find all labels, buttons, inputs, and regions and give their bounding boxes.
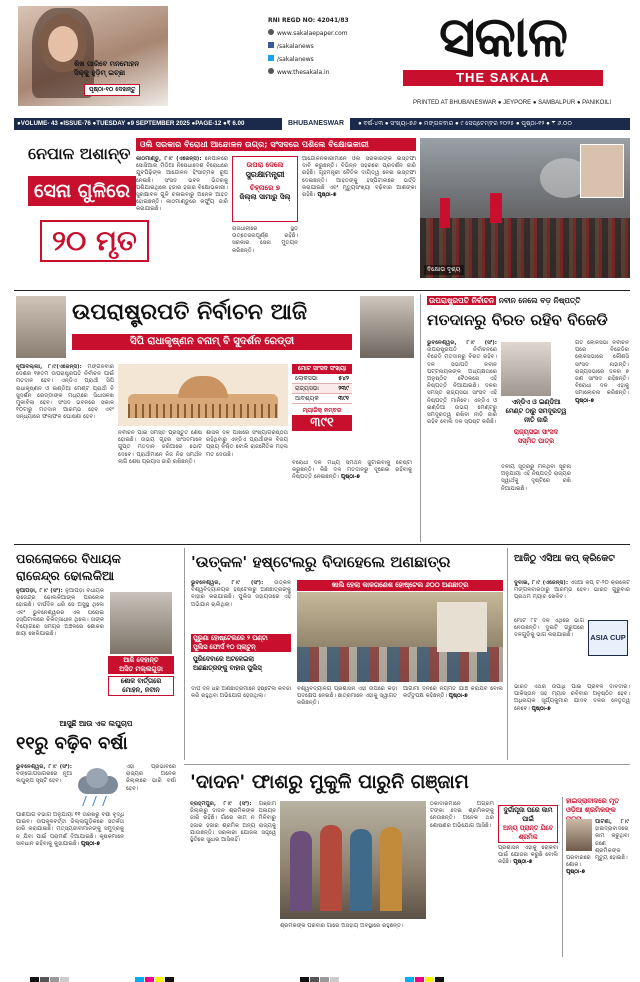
printed-at: PRINTED AT BHUBANESWAR ● JEYPORE ● SAMBALPUR ● PANIKOILI (412, 100, 612, 106)
rain-continued[interactable]: ପୃଷ୍ଠା-୭ (80, 840, 100, 847)
hostel-body-4: ଆଗାମୀ ଦିନରେ ନିୟମିତ ଯାଞ୍ଚ କରାଯିବ ବୋଲି କର୍ତ୍ତୃପକ୍ଷ କହିଛନ୍ତି। ପୃଷ୍ଠା-୭ (403, 686, 503, 700)
divider (14, 290, 630, 291)
vp-stats-value: ୨୩୯ (338, 385, 349, 392)
reddy-photo (360, 296, 414, 358)
worker-photo (566, 819, 592, 851)
print-registration-strip (30, 968, 630, 976)
rain-body-2: ଏହା ପ୍ରଭାବରେ ରାଜ୍ୟର ଅନେକ ଜିଲ୍ଲାରେ ଭାରି ବର୍ଷା ହେବ। (126, 764, 176, 792)
mla-headline: ପରଲୋକରେ ବିଧାୟକ ରାଜେନ୍ଦ୍ର ଢୋଲକିଆ (16, 551, 121, 583)
bjd-story (420, 294, 630, 542)
nepal-headline: ସେନା ଗୁଳିରେ (28, 176, 136, 206)
nepal-body-1: କାଠମାଣ୍ଡୁ, ୮।୯ (ଏଜେନ୍ସି): ନେପାଳରେ ସୋସିଆଲ ମିଡିଆ ନିଷେଧାଦେଶ ବିରୋଧରେ ଯୁବପିଢ଼ିଙ୍କ ଆନ୍ଦୋଳନ ହିଂସାତ୍ମକ ରୂପ ନେଇଛି। ସଂସଦ ଭବନ ଭିତରକୁ ପଶିଯାଇଥିଲେ ହଜାର ହଜାର ବିକ୍ଷୋଭକାରୀ। ସୁରକ୍ଷାବଳ ଗୁଳି ଚଳାଇବାରୁ ଅନେକ ଆହତ ହୋଇଛନ୍ତି। କାଠମାଣ୍ଡୁରେ କର୍ଫ୍ୟୁ ଜାରି କରାଯାଇଛି। (136, 156, 228, 213)
vp-stats-row (292, 394, 352, 404)
radhakrishnan-photo (16, 296, 66, 358)
nepal-body-2: ରାଜଧାନୀରେ ସ୍ଥିତି ଉତ୍ତେଜନାପୂର୍ଣ୍ଣ ରହିଛି। ସରକାର ସେନା ମୁତୟନ କରିଛନ୍ତି। (232, 226, 298, 254)
vp-subhead: ସିପି ରାଧାକୃଷ୍ଣନ ବନାମ୍ ବି ସୁଦର୍ଶନ ରେଡ୍ଡୀ (72, 334, 352, 350)
promo-page-ref[interactable]: ପୃଷ୍ଠା-୧୦ ଦେଖନ୍ତୁ (84, 84, 140, 96)
promo-line-1: ଶିଖ ପାରିବେ ମନମୋହନ (74, 60, 140, 68)
worker-continued[interactable]: ପୃଷ୍ଠା-୭ (566, 869, 586, 876)
hostel-story (184, 548, 508, 760)
vp-continued[interactable]: ପୃଷ୍ଠା-୭ (340, 474, 360, 481)
asia-cup-story (512, 548, 630, 760)
asia-headline: ଆଜିଠୁ ଏସିଆ କପ୍ କ୍ରିକେଟ (514, 553, 615, 564)
asia-body-3: ଭାରତ ଏଥର ଉପାଧି ପାଇଁ ପ୍ରବଳ ଦାବିଦାର। ପାକିସ୍ତାନ ସହ ମ୍ୟାଚ ରବିବାର ଅନୁଷ୍ଠିତ ହେବ। ଅଧିନାୟକ ସୂର୍ଯ୍ୟକୁମାର ଯାଦବ ଦଳର ନେତୃତ୍ୱ ନେବେ। ପୃଷ୍ଠା-୭ (514, 684, 630, 712)
rni-number: RNI REGD NO: 42041/83 (268, 17, 349, 24)
odia-date: ● ବର୍ଷ-୪୩ ● ସଂଖ୍ୟା-୭୬ ● ମଙ୍ଗଳବାର ● ୯ ସେପ୍ଟେମ୍ବର ୨୦୨୫ ● ପୃଷ୍ଠା-୧୨ ● ₹ ୬.୦୦ (358, 120, 572, 127)
mla-box: ଆଜି ଦେହାନ୍ତ ଅସିତ ମଲ୍ଲଗୁଡ଼ା ଶୋକ ବାର୍ତ୍ତାରେ ମୋହନ, ନବୀନ (108, 656, 174, 696)
bjd-kicker: ଉପରାଷ୍ଟ୍ରପତି ନିର୍ବାଚନ ନବୀନ ନେଲେ ବଡ଼ ନିଷ୍ପତ୍ତି (429, 296, 581, 305)
vp-body-2: ନିର୍ବାଚନ ପାଇଁ ସମସ୍ତ ପ୍ରସ୍ତୁତି ଶେଷ ହୋଇଛି। ଉଭୟ ଗୃହର ସାଂସଦମାନେ ଗୁପ୍ତ ମତଦାନ ଜରିଆରେ ଭୋଟ ଦେବେ। ପ୍ରାର୍ଥୀମାନେ ନିଜ ନିଜ ସମର୍ଥନ ଲାଗି ଶେଷ ପ୍ରୟାସ ଜାରି ରଖିଛନ୍ତି। (118, 430, 202, 465)
rain-kicker: ଆସୁଛି ଆଉ ଏକ ଲଘୁଚାପ (16, 718, 176, 730)
dadan-body-2: ଶ୍ରମିକଙ୍କ ପରିବାର ଗାଁରେ ଅସହାୟ ଅବସ୍ଥାରେ ରହୁଛନ୍ତି। (280, 923, 404, 929)
nepal-info-box: ଉପରା ଦେଲେ ସୁରକ୍ଷାମନ୍ତ୍ରୀ ଚିହ୍ନାରେ ୭ ଜିଲ୍ଲା ସାମାରୁ ସିଲ୍ (232, 156, 298, 222)
bjd-body-2: ଦଳୀୟ ସୂତ୍ରରୁ ମିଳିଥିବା ସୂଚନା ଅନୁଯାୟୀ ଏହି ନିଷ୍ପତ୍ତି ରାଜ୍ୟର ସ୍ୱାର୍ଥକୁ ଦୃଷ୍ଟିରେ ରଖି ନିଆଯାଇଛି। (501, 464, 571, 492)
globe-icon (268, 29, 274, 35)
bjd-headline: ମତଦାନରୁ ବିରତ ରହିବ ବିଜେଡି (427, 311, 608, 329)
bjd-continued[interactable]: ପୃଷ୍ଠା-୭ (575, 397, 595, 404)
dadan-story (184, 764, 630, 962)
nepal-story (14, 134, 630, 284)
rain-body-1: ଭୁବନେଶ୍ୱର, ୮।୯ (ସଂ): ବଙ୍ଗୋପସାଗରରେ ନୂଆ ଲଘୁଚାପ ସୃଷ୍ଟି ହେବ। (16, 764, 72, 785)
rain-headline: ୧୧ରୁ ବଢ଼ିବ ବର୍ଷା (16, 733, 128, 754)
vp-stats-row (292, 384, 352, 394)
vp-stats-key: ରାଜ୍ୟସଭା (295, 385, 319, 392)
hostel-box: ପୁରୁଣା ହୋଷ୍ଟେଲରେ ୨ ଘଣ୍ଟା ପୁଲିସ ଫୋର୍ସ ୧୦ ପ୍ଲାଟୁନ୍ ପୁରିଦେବାରେ ଅଟକେଇଲା ଅଣଛାତ୍ରଙ୍କୁ ବାହାର ପୁଲିସ୍ (191, 634, 291, 673)
nepal-continued[interactable]: ପୃଷ୍ଠା-୭ (317, 192, 337, 199)
logo-odia: ସକାଳ (438, 5, 568, 70)
nepal-body-3: ଆନ୍ଦୋଳନକାରୀମାନେ ଓଲି ସରକାରଙ୍କ ଇସ୍ତଫା ଦାବି କରୁଛନ୍ତି। ବିଭିନ୍ନ ସହରରେ ପ୍ରଦର୍ଶନ ଜାରି ରହିଛି। ଗୃହମନ୍ତ୍ରୀ ନୈତିକ ଦାୟିତ୍ୱ ନେଇ ଇସ୍ତଫା ଦେଇଛନ୍ତି। ଆହତଙ୍କୁ ହସ୍ପିଟାଲରେ ଭର୍ତ୍ତି କରାଯାଇଛି ଏବଂ ମୃତ୍ୟୁସଂଖ୍ୟା ବଢ଼ିବାର ଆଶଙ୍କା ରହିଛି। ପୃଷ୍ଠା-୭ (302, 156, 416, 199)
promo-text (74, 60, 170, 78)
mla-photo (110, 592, 172, 654)
worker-body-2: ପରିବାରରେ ଶୋକ। ପୃଷ୍ଠା-୭ (566, 855, 591, 876)
vp-stats-row (292, 374, 352, 384)
dadan-headline: 'ଦାଦନ' ଫାଶରୁ ମୁକୁଳି ପାରୁନି ଗଞ୍ଜାମ (190, 771, 469, 793)
rain-story (14, 716, 178, 962)
dadan-continued[interactable]: ପୃଷ୍ଠା-୭ (513, 859, 533, 866)
edition-city: BHUBANESWAR (282, 118, 350, 130)
naveen-photo (501, 342, 551, 396)
mla-body: ନୁଆପଡ଼ା, ୮।୯ (ସଂ): ନୁଆପଡ଼ା ବିଧାୟକ ରାଜେନ୍ଦ୍ର ଢୋଲକିଆଙ୍କ ପରଲୋକ ହୋଇଛି। ଦୀର୍ଘଦିନ ଧରି ସେ ଅସୁସ୍ଥ ଥିଲେ ଏବଂ ଭୁବନେଶ୍ୱରର ଏକ ଘରୋଇ ହସ୍ପିଟାଲରେ ଚିକିତ୍ସାଧୀନ ଥିଲେ। ତାଙ୍କ ବିୟୋଗରେ ସମଗ୍ର ଅଞ୍ଚଳରେ ଶୋକର ଛାୟା ଖେଳିଯାଇଛି। (16, 588, 104, 638)
hostel-body-3: ବିଶ୍ୱବିଦ୍ୟାଳୟ ପ୍ରଶାସନ ଏହା ଉପରେ କଡ଼ା ପଦକ୍ଷେପ ନେଇଛି। ଛାତ୍ରମାନେ ଏହାକୁ ସ୍ୱାଗତ କରିଛନ୍ତି। (297, 686, 397, 707)
asia-cup-logo: ASIA CUP (588, 620, 628, 656)
dateline-strip (14, 118, 630, 130)
worker-body: ପାଟଣା, ୮।୯ ହାଇଦ୍ରାବାଦରେ କାମ କରୁଥିବା ଜଣେ ଶ୍ରମିକଙ୍କ ମୃତ୍ୟୁ ହୋଇଛି। (595, 819, 629, 862)
masthead (0, 0, 640, 118)
link-facebook[interactable]: /sakalanews (268, 40, 388, 53)
vp-stats-key: ଆବଶ୍ୟକ (295, 395, 319, 402)
logo (380, 6, 626, 90)
vp-body-1: ନୂଆଦିଲ୍ଲୀ, ୮।୯(ଏଜେନ୍ସି): ମଙ୍ଗଳବାର ଦେଶର ୧୭ତମ ଉପରାଷ୍ଟ୍ରପତି ନିର୍ବାଚନ ପାଇଁ ମତଦାନ ହେବ। ଏନ୍‌ଡିଏ ପ୍ରାର୍ଥୀ ସିପି ରାଧାକୃଷ୍ଣନ ଓ ଇଣ୍ଡିଆ ମେଣ୍ଟ ପ୍ରାର୍ଥୀ ବି ସୁଦର୍ଶନ ରେଡ୍ଡୀଙ୍କ ମଧ୍ୟରେ ସିଧାସଳଖ ମୁକାବିଲା ହେବ। ସଂସଦ ଭବନରେ ସକାଳ ୧୦ଟାରୁ ମତଦାନ ଆରମ୍ଭ ହେବ ଏବଂ ସନ୍ଧ୍ୟାରେ ଫଳାଫଳ ଘୋଷଣା ହେବ। (16, 364, 114, 421)
twitter-icon (268, 55, 274, 61)
rain-body-3: ପାଣିପାଗ ବିଭାଗ ଅନୁଯାୟୀ ୧୧ ତାରିଖରୁ ବର୍ଷା ବୃଦ୍ଧି ପାଇବ। ଉପକୂଳବର୍ତ୍ତୀ ଜିଲ୍ଲାଗୁଡ଼ିକରେ ସତର୍କତା ଜାରି କରାଯାଇଛି। ମତ୍ସ୍ୟଜୀବୀମାନଙ୍କୁ ସମୁଦ୍ରକୁ ନ ଯିବା ପାଇଁ ପରାମର୍ଶ ଦିଆଯାଇଛି। କୃଷକମାନେ ସାବଧାନ ରହିବାକୁ କୁହାଯାଇଛି। ପୃଷ୍ଠା-୭ (16, 812, 124, 847)
facebook-icon (268, 42, 274, 48)
dadan-body-4: ପ୍ରଶାସନ ଏହାକୁ ରୋକିବା ପାଇଁ ଯୋଜନା କରୁଛି ବୋଲି କହିଛି। ପୃଷ୍ଠା-୭ (498, 845, 558, 866)
volume-info: ●VOLUME- 43 ●ISSUE-76 ●TUESDAY ●9 SEPTEMBER 2025 ●PAGE-12 ●₹ 6.00 (17, 120, 245, 127)
vp-stats-value: ୫୪୨ (338, 375, 349, 382)
hostel-body-2: ଦୀର୍ଘ ଦିନ ଧରି ଅଣଛାତ୍ରମାନେ ହଷ୍ଟେଲ କବଜା କରି ରହୁଥିବା ଅଭିଯୋଗ ହେଉଥିଲା। (191, 686, 291, 700)
divider (14, 544, 630, 545)
vp-stats-key: ଲୋକସଭା (295, 375, 318, 382)
bjd-quote-box: ଏନ୍‌ଡିଏ ଓ ଇଣ୍ଡିଆ ମେଣ୍ଟ ଠାରୁ ସମଦୂରତ୍ୱ ନୀତି ଜାରି ରାଜ୍ୟସଭା ସାଂସଦ ସସ୍ମିତ ପାତ୍ର (505, 398, 567, 445)
dadan-photo (280, 801, 426, 919)
link-website[interactable]: www.thesakala.in (268, 66, 388, 79)
vp-stats-table: ମୋଟ ସାଂସଦ ସଂଖ୍ୟା ଲୋକସଭା ୫୪୨ ରାଜ୍ୟସଭା ୨୩୯ ଆବଶ୍ୟକ ୩୯୧ ମ୍ୟାଜିକ୍ ନମ୍ବର ୩୯୧ (292, 364, 352, 456)
worker-headline: ହାଇଦ୍ରାବାଦରେ ମୃତ ଓଡ଼ିଆ ଶ୍ରମିକଙ୍କ (566, 797, 619, 814)
vp-headline: ଉପରାଷ୍ଟ୍ରପତି ନିର୍ବାଚନ ଆଜି (72, 300, 308, 325)
oli-portrait (580, 144, 624, 198)
vp-stats-value: ୩୯୧ (338, 395, 349, 402)
link-twitter[interactable]: /sakalanews (268, 53, 388, 66)
hostel-continued[interactable]: ପୃଷ୍ଠା-୭ (448, 693, 468, 700)
hostel-photo (297, 592, 503, 682)
logo-english: THE SAKALA (403, 70, 603, 86)
nepal-subhead: ଓଲି ସରକାର ବିରୋଧୀ ଆନ୍ଦୋଳନ ଉଗ୍ର; ସଂସଦରେ ପଶିଲେ ବିକ୍ଷୋଭକାରୀ (136, 138, 416, 151)
worker-story (562, 797, 630, 957)
vp-stats-rows (292, 374, 352, 404)
promo-line-2: ସିକ୍କୁ ହୁଡ଼ିମ୍ ଇଚ୍ଛା (74, 69, 126, 77)
nepal-deaths: ୨୦ ମୃତ (40, 220, 149, 262)
hostel-photo-caption: ଖାଲି ହେଲା କାଳଗଣେଶ ହୋଷ୍ଟେଲ ୬୦୦ ଅଣଛାତ୍ର (297, 580, 503, 591)
vp-body-3: ଶାସକ ଦଳ ପାଖରେ ସଂଖ୍ୟାଗରିଷ୍ଠତା ରହିଥିବାରୁ ଏନ୍‌ଡିଏ ପ୍ରାର୍ଥୀଙ୍କ ବିଜୟ ପ୍ରାୟ ନିଶ୍ଚିତ ବୋଲି ରାଜନୈତିକ ମହଲ ମତ ଦେଉଛି। (206, 430, 288, 458)
dadan-body-3: ଠିକାଦାରମାନେ ଅଗ୍ରିମ ଟଙ୍କା ଦେଇ ଶ୍ରମିକଙ୍କୁ ନେଉଛନ୍ତି। ଅନେକ ଥର ଶୋଷଣର ଅଭିଯୋଗ ଆସିଛି। (430, 801, 494, 829)
asia-body-2: ମୋଟ ୮ଟି ଦଳ ଏଥିରେ ଭାଗ ନେଉଛନ୍ତି। ଦୁଇଟି ଗ୍ରୁପରେ ଦଳଗୁଡ଼ିକୁ ଭାଗ କରାଯାଇଛି। (514, 618, 584, 639)
globe-icon (268, 68, 274, 74)
dadan-body-1: ବ୍ରହ୍ମପୁର, ୮।୯ (ସଂ): ଗଞ୍ଜାମ ଜିଲ୍ଲାରୁ ଦାଦନ ଶ୍ରମିକଙ୍କ ପଳାୟନ ଜାରି ରହିଛି। ଗାଁରେ କାମ ନ ମିଳିବାରୁ ହଜାର ହଜାର ଶ୍ରମିକ ଅନ୍ୟ ରାଜ୍ୟକୁ ଯାଉଛନ୍ତି। ସରକାରୀ ଯୋଜନା ସତ୍ତ୍ୱେ ସ୍ଥିତିରେ ସୁଧାର ଆସିନାହିଁ। (190, 801, 276, 844)
hostel-headline: 'ଉତ୍କଳ' ହଷ୍ଟେଲରୁ ବିଦାହେଲେ ଅଣଛାତ୍ର (191, 553, 451, 571)
rain-cloud-icon (74, 766, 124, 810)
dadan-box: ଦୁର୍ଗାପୂଜା ପରେ କାମ ପାଇଁ ଅନ୍ୟ ପ୍ରାନ୍ତ ଯିବେ ଶ୍ରମିକ (498, 805, 558, 843)
asia-continued[interactable]: ପୃଷ୍ଠା-୭ (531, 705, 551, 712)
mla-story (14, 548, 178, 712)
bjd-body-1: ଭୁବନେଶ୍ୱର, ୮।୯ (ସଂ): ଉପରାଷ୍ଟ୍ରପତି ନିର୍ବାଚନରେ ବିଜେଡି ମତଦାନରୁ ବିରତ ରହିବ। ଦଳ ସଭାପତି ନବୀନ ପଟ୍ଟନାୟକଙ୍କ ଅଧ୍ୟକ୍ଷତାରେ ଅନୁଷ୍ଠିତ ବୈଠକରେ ଏହି ନିଷ୍ପତ୍ତି ନିଆଯାଇଛି। ଦଳର ସମସ୍ତ ରାଜ୍ୟସଭା ସାଂସଦ ଏହି ନିଷ୍ପତ୍ତି ମାନିବେ। ଏନ୍‌ଡିଏ ଓ ଇଣ୍ଡିଆ ଉଭୟ ମେଣ୍ଟରୁ ସମଦୂରତ୍ୱ ରଖିବା ନୀତି ଜାରି ରହିବ ବୋଲି ଦଳ ସ୍ପଷ୍ଟ କରିଛି। (427, 340, 497, 426)
hostel-body-1: ଭୁବନେଶ୍ୱର, ୮।୯ (ସଂ): ଉତ୍କଳ ବିଶ୍ୱବିଦ୍ୟାଳୟର ହଷ୍ଟେଲରୁ ଅଣଛାତ୍ରଙ୍କୁ ବାହାର କରାଯାଇଛି। ପୁଲିସ ସହାୟତାରେ ଏହି ଅଭିଯାନ ଚାଲିଥିଲା। (191, 580, 291, 608)
vp-body-4: ବିରୋଧୀ ଦଳ ମଧ୍ୟ ସମର୍ଥନ ଜୁଟାଇବାକୁ ଚେଷ୍ଟା କରୁଛନ୍ତି। କିଛି ଦଳ ମତଦାନରୁ ଦୂରେଇ ରହିବାକୁ ନିଷ୍ପତ୍ତି ନେଇଛନ୍ତି। ପୃଷ୍ଠା-୭ (292, 460, 412, 481)
asia-body-1: ଦୁବାଇ, ୮।୯ (ଏଜେନ୍ସି): ଏସିଆ କପ୍ ଟି-୨୦ କ୍ରିକେଟ ମଙ୍ଗଳବାରଠାରୁ ଆରମ୍ଭ ହେବ। ଭାରତ ଗୁରୁବାର ପ୍ରଥମ ମ୍ୟାଚ ଖେଳିବ। (514, 580, 630, 601)
vp-story (14, 294, 416, 542)
bjd-body-3: ଗତ ଲୋକସଭା ନିର୍ବାଚନ ପରେ ବିଜେଡିର ଲୋକସଭାରେ କୌଣସି ସାଂସଦ ନାହାନ୍ତି। ରାଜ୍ୟସଭାରେ ଦଳର ୭ ଜଣ ସାଂସଦ ରହିଛନ୍ତି। ବିରୋଧୀ ଦଳ ଏହାକୁ ସମାଲୋଚନା କରିଛନ୍ତି। ପୃଷ୍ଠା-୭ (575, 340, 629, 404)
parliament-illustration (118, 364, 288, 426)
nepal-protest-photo: ବିକ୍ଷୋଭ ଦୃଶ୍ୟ (420, 138, 630, 278)
link-epaper[interactable]: www.sakalaepaper.com (268, 27, 388, 40)
contact-block (268, 14, 388, 79)
nepal-kicker: ନେପାଳ ଅଶାନ୍ତ (28, 144, 131, 163)
